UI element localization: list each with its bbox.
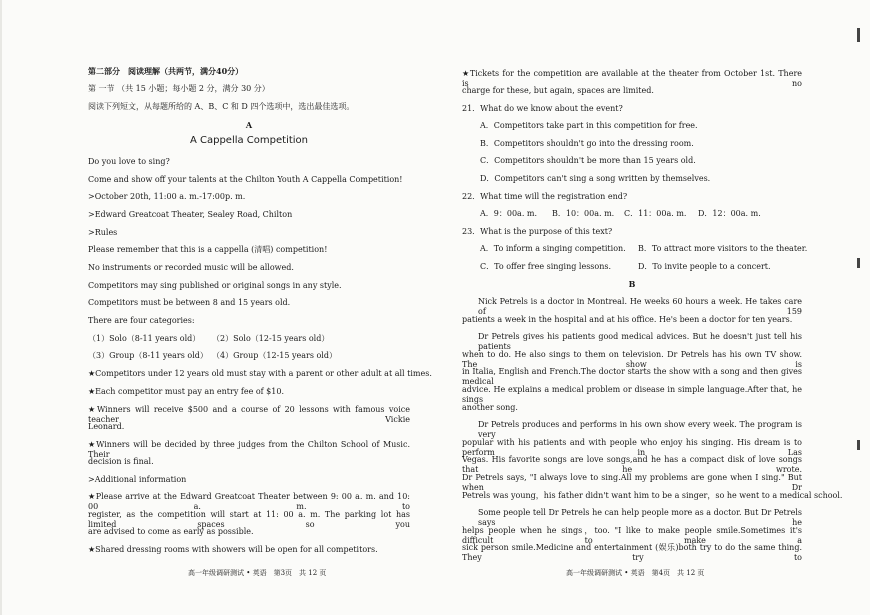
q21-option: A．Competitors take part in this competition for free. xyxy=(480,121,698,130)
passage-b-line: helps people when he sings，too. "I like to make people smile.Sometimes it's difficult to make a xyxy=(462,526,802,545)
winners-line: ★Winners will be decided by three judges from the Chilton School of Music. Their xyxy=(88,440,410,459)
category-item: （4）Group（12-15 years old） xyxy=(212,351,337,360)
passage-b-line: popular with his patients and with people who enjoy his singing. His dream is to perform in Las xyxy=(462,438,802,457)
rule-line: ★Each competitor must pay an entry fee of $10. xyxy=(88,387,284,396)
passage-line: There are four categories: xyxy=(88,316,195,325)
q21-option: C．Competitors shouldn't be more than 15 years old. xyxy=(480,156,696,165)
q22-option: D．12：00a. m. xyxy=(698,209,761,218)
page-footer-right: 高一年级调研测试 • 英语 第4页 共 12 页 xyxy=(566,569,705,577)
dressing-line: ★Shared dressing rooms with showers will be open for all competitors. xyxy=(88,545,378,554)
passage-b-line: another song. xyxy=(462,403,518,412)
passage-b-line: Some people tell Dr Petrels he can help people more as a doctor. But Dr Petrels says he xyxy=(478,508,802,527)
passage-b-line: sick person smile.Medicine and entertainment (娱乐)both try to do the same thing. They try to xyxy=(462,543,802,562)
passage-b-line: Dr Petrels gives his patients good medical advices. But he doesn't just tell his patients xyxy=(478,332,802,351)
edge-mark xyxy=(857,28,860,42)
tickets-line: charge for these, but again, spaces are limited. xyxy=(462,86,654,95)
passage-line: >Edward Greatcoat Theater, Sealey Road, Chilton xyxy=(88,210,293,219)
passage-b-line: advice. He explains a medical problem or disease in simple language.After that, he sings xyxy=(462,385,802,404)
question-23: 23．What is the purpose of this text? xyxy=(462,227,613,236)
passage-letter-b: B xyxy=(628,279,636,289)
winners-line: decision is final. xyxy=(88,457,154,466)
passage-b-line: Dr Petrels says, "I always love to sing.All my problems are gone when I sing." But when Dr xyxy=(462,473,802,492)
passage-b-line: Dr Petrels produces and performs in his own show every week. The program is very xyxy=(478,420,802,439)
passage-title: A Cappella Competition xyxy=(189,135,309,146)
q23-option: B．To attract more visitors to the theater. xyxy=(638,244,808,253)
category-item: （3）Group（8-11 years old） xyxy=(88,351,208,360)
q23-option: A．To inform a singing competition. xyxy=(480,244,626,253)
winners-line: Leonard. xyxy=(88,422,125,431)
edge-mark xyxy=(857,258,860,268)
passage-line: Competitors must be between 8 and 15 years old. xyxy=(88,298,291,307)
category-item: （1）Solo（8-11 years old） xyxy=(88,334,201,343)
tickets-line: ★Tickets for the competition are available at the theater from October 1st. There is no xyxy=(462,69,802,88)
passage-b-line: Vegas. His favorite songs are love songs,and he has a compact disk of love songs that he wrote. xyxy=(462,455,802,474)
subsection-header: 第 一节 （共 15 小题；每小题 2 分，满分 30 分） xyxy=(88,84,270,93)
passage-line: Please remember that this is a cappella (清唱) competition! xyxy=(88,245,328,254)
passage-b-line: Nick Petrels is a doctor in Montreal. He weeks 60 hours a week. He takes care of 159 xyxy=(478,297,802,316)
arrive-line: ★Please arrive at the Edward Greatcoat Theater between 9: 00 a. m. and 10: 00 a. m. to xyxy=(88,492,410,511)
passage-letter-a: A xyxy=(245,120,253,130)
passage-line: Do you love to sing? xyxy=(88,157,170,166)
arrive-line: are advised to come as early as possible. xyxy=(88,527,254,536)
section-header: 第二部分 阅读理解（共两节，满分40分） xyxy=(88,66,244,76)
question-21: 21．What do we know about the event? xyxy=(462,104,623,113)
passage-b-line: patients a week in the hospital and at his office. He's been a doctor for ten years. xyxy=(462,315,793,324)
q22-option: C．11：00a. m. xyxy=(624,209,687,218)
passage-b-line: Petrels was young，his father didn't want him to be a singer，so he went to a medical school. xyxy=(462,491,843,500)
question-22: 22．What time will the registration end? xyxy=(462,192,628,201)
passage-b-line: in Italia, English and French.The doctor starts the show with a song and then gives medical xyxy=(462,367,802,386)
q21-option: D．Competitors can't sing a song written by themselves. xyxy=(480,174,711,183)
passage-line: Come and show off your talents at the Chilton Youth A Cappella Competition! xyxy=(88,175,403,184)
page-footer-left: 高一年级调研测试 • 英语 第3页 共 12 页 xyxy=(188,569,327,577)
passage-line: >Rules xyxy=(88,228,118,237)
passage-line: No instruments or recorded music will be allowed. xyxy=(88,263,294,272)
passage-line: Competitors may sing published or original songs in any style. xyxy=(88,281,342,290)
page-edge-shadow xyxy=(0,0,2,615)
category-item: （2）Solo（12-15 years old） xyxy=(212,334,330,343)
q23-option: D．To invite people to a concert. xyxy=(638,262,771,271)
q22-option: A．9：00a. m. xyxy=(480,209,538,218)
q22-option: B．10：00a. m. xyxy=(552,209,615,218)
arrive-line: register, as the competition will start at 11: 00 a. m. The parking lot has limited spaces so you xyxy=(88,510,410,529)
winners-line: ★Winners will receive $500 and a course of 20 lessons with famous voice teacher Vickie xyxy=(88,405,410,424)
q21-option: B．Competitors shouldn't go into the dressing room. xyxy=(480,139,694,148)
q23-option: C．To offer free singing lessons. xyxy=(480,262,612,271)
instruction: 阅读下列短文，从每题所给的 A、B、C 和 D 四个选项中，选出最佳选项。 xyxy=(88,102,355,111)
additional-header: >Additional information xyxy=(88,475,187,484)
rule-line: ★Competitors under 12 years old must stay with a parent or other adult at all times. xyxy=(88,369,432,378)
edge-mark xyxy=(857,440,860,450)
passage-b-line: when to do. He also sings to them on television. Dr Petrels has his own TV show. The show is xyxy=(462,350,802,369)
passage-line: >October 20th, 11:00 a. m.-17:00p. m. xyxy=(88,192,246,201)
